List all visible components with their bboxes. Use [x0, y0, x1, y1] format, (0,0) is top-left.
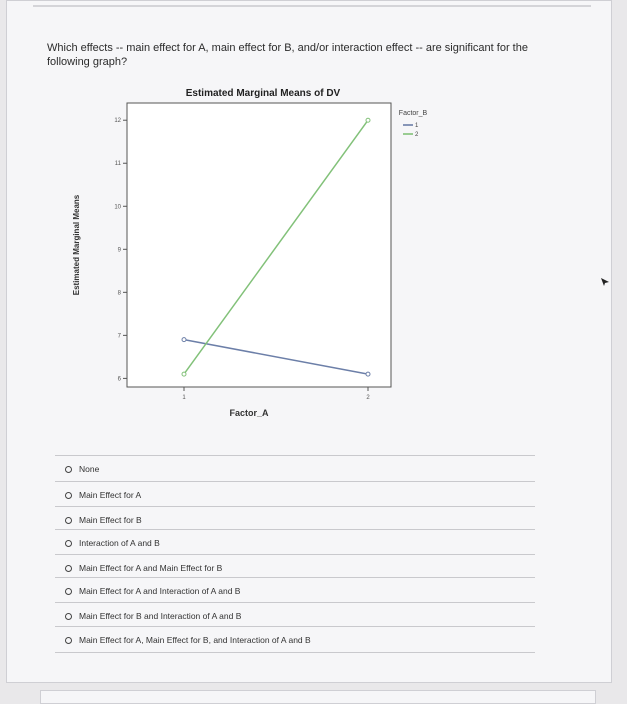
y-tick-label: 9 [117, 247, 121, 254]
plot-frame [127, 103, 391, 387]
option-divider [55, 602, 535, 603]
question-card [6, 0, 612, 683]
option-label: Main Effect for A, Main Effect for B, and Interaction of A and B [79, 635, 311, 645]
data-point [182, 338, 186, 342]
data-point [182, 372, 186, 376]
answer-option[interactable] [55, 558, 535, 578]
x-axis-label: Factor_A [229, 408, 269, 418]
radio-button[interactable] [65, 492, 72, 499]
radio-button[interactable] [65, 613, 72, 620]
mouse-pointer-icon [600, 277, 610, 287]
x-axis [182, 387, 370, 401]
option-label: Main Effect for A and Interaction of A and B [79, 586, 241, 596]
answer-option[interactable] [55, 630, 535, 650]
option-label: Main Effect for A and Main Effect for B [79, 563, 223, 573]
y-tick-label: 6 [117, 376, 121, 383]
x-tick-label: 1 [182, 395, 186, 401]
option-label: Main Effect for B [79, 515, 142, 525]
option-label: Main Effect for B and Interaction of A and B [79, 611, 242, 621]
legend-entry: 1 [415, 123, 419, 129]
radio-button[interactable] [65, 565, 72, 572]
legend [399, 110, 428, 138]
radio-button[interactable] [65, 517, 72, 524]
radio-button[interactable] [65, 637, 72, 644]
option-divider [55, 506, 535, 507]
y-tick-label: 7 [117, 333, 121, 340]
legend-title: Factor_B [398, 110, 428, 117]
data-point [366, 118, 370, 122]
answer-option[interactable] [55, 606, 535, 626]
option-label: Main Effect for A [79, 490, 142, 500]
y-tick-label: 10 [114, 204, 121, 211]
legend-entry: 2 [415, 132, 419, 138]
y-tick-label: 11 [114, 161, 121, 168]
y-tick-label: 8 [117, 290, 121, 297]
option-divider [55, 554, 535, 555]
y-axis [114, 118, 127, 382]
option-divider [55, 481, 535, 482]
card-divider [33, 5, 591, 7]
radio-button[interactable] [65, 588, 72, 595]
data-point [366, 372, 370, 376]
option-divider [55, 652, 535, 653]
interaction-plot [63, 79, 443, 429]
next-question-card [40, 690, 596, 704]
option-divider [55, 455, 535, 456]
radio-button[interactable] [65, 540, 72, 547]
option-divider [55, 529, 535, 530]
radio-button[interactable] [65, 466, 72, 473]
answer-option[interactable] [55, 459, 535, 479]
option-label: Interaction of A and B [79, 538, 160, 548]
answer-option[interactable] [55, 581, 535, 601]
option-label: None [79, 464, 100, 474]
question-text: Which effects -- main effect for A, main effect for B, and/or interaction effect -- are significant for the following graph? [47, 42, 528, 68]
answer-option[interactable] [55, 510, 535, 530]
option-divider [55, 626, 535, 627]
answer-option[interactable] [55, 533, 535, 553]
answer-option[interactable] [55, 485, 535, 505]
y-axis-label: Estimated Marginal Means [72, 194, 81, 296]
x-tick-label: 2 [366, 395, 370, 401]
chart-title: Estimated Marginal Means of DV [185, 88, 341, 99]
option-divider [55, 577, 535, 578]
y-tick-label: 12 [114, 118, 121, 125]
